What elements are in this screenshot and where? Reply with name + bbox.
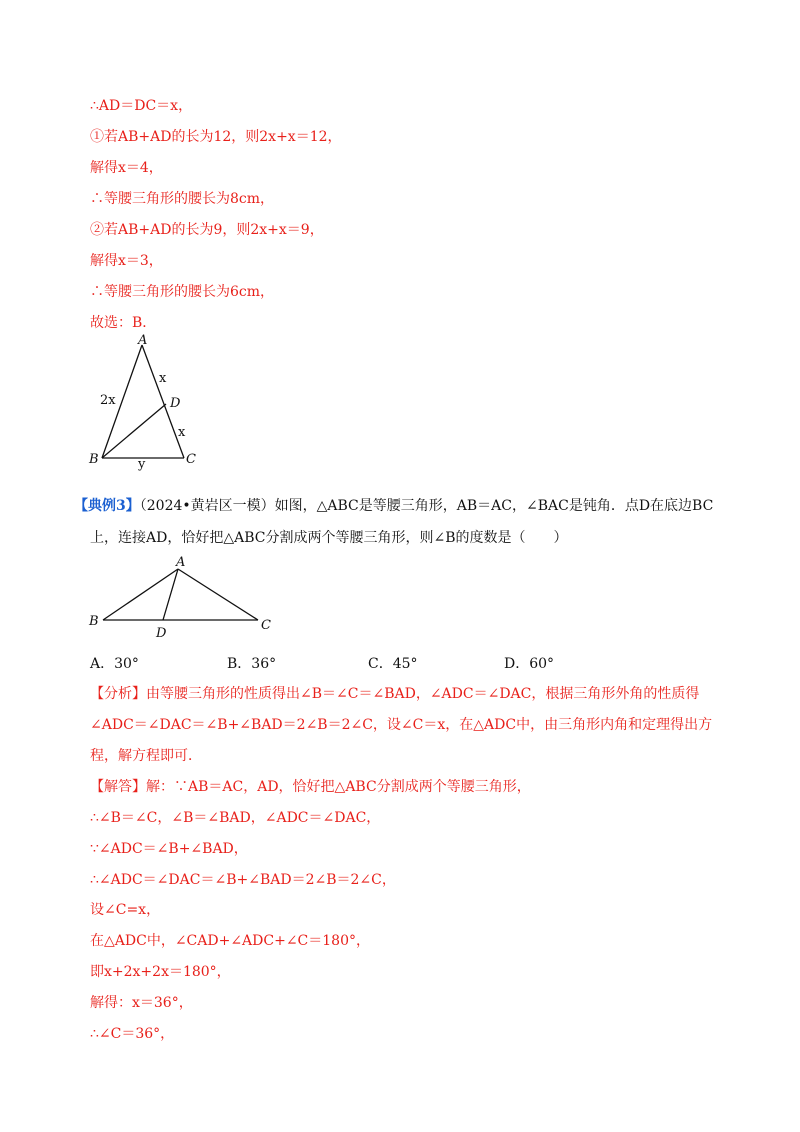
answer-line-3: ∵∠ADC＝∠B+∠BAD， <box>90 841 248 857</box>
label-c: C <box>186 452 196 467</box>
solution-line-2: ①若AB+AD的长为12，则2x+x＝12， <box>90 129 342 145</box>
label-d-2: D <box>156 626 167 641</box>
label-a-2: A <box>176 555 186 570</box>
solution-line-5: ②若AB+AD的长为9，则2x+x＝9， <box>90 222 324 238</box>
example3-question-line-1: （2024•黄岩区一模）如图，△ABC是等腰三角形，AB＝AC，∠BAC是钝角．点D在底边BC <box>139 498 714 514</box>
triangle-figure-1 <box>80 330 220 475</box>
answer-line-9: ∴∠C＝36°， <box>90 1026 175 1042</box>
side-bc-label: y <box>138 457 146 472</box>
option-a[interactable]: A．30° <box>90 656 139 672</box>
side-ad-label: x <box>159 371 167 386</box>
solution-line-8: 故选：B． <box>90 315 157 331</box>
side-ab-label: 2x <box>100 393 116 408</box>
solution-line-1: ∴AD＝DC＝x， <box>90 98 193 114</box>
answer-line-7: 即x+2x+2x＝180°， <box>90 964 231 980</box>
analysis-line-3: 程，解方程即可． <box>90 748 202 764</box>
solution-line-4: ∴等腰三角形的腰长为8cm， <box>90 191 275 207</box>
label-c-2: C <box>261 618 271 633</box>
label-b-2: B <box>89 614 99 629</box>
label-b: B <box>89 452 99 467</box>
analysis-line-2: ∠ADC＝∠DAC＝∠B+∠BAD＝2∠B＝2∠C，设∠C＝x，在△ADC中，由三角形内角和定理得出方 <box>90 717 713 733</box>
triangle-figure-2 <box>86 552 286 642</box>
answer-line-4: ∴∠ADC＝∠DAC＝∠B+∠BAD＝2∠B＝2∠C， <box>90 872 396 888</box>
option-c[interactable]: C．45° <box>368 656 418 672</box>
answer-line-6: 在△ADC中，∠CAD+∠ADC+∠C＝180°， <box>90 933 370 949</box>
answer-line-8: 解得：x＝36°， <box>90 995 193 1011</box>
answer-line-1: 【解答】解：∵AB＝AC，AD，恰好把△ABC分割成两个等腰三角形， <box>90 779 531 795</box>
option-b[interactable]: B．36° <box>227 656 277 672</box>
example-tag: 【典例3】 <box>74 498 140 514</box>
label-a: A <box>138 333 148 348</box>
answer-line-2: ∴∠B＝∠C，∠B＝∠BAD，∠ADC＝∠DAC， <box>90 810 381 826</box>
solution-line-7: ∴等腰三角形的腰长为6cm， <box>90 284 275 300</box>
answer-line-5: 设∠C=x， <box>90 902 161 918</box>
solution-line-3: 解得x＝4， <box>90 160 163 176</box>
label-d: D <box>170 396 181 411</box>
example3-line-1 <box>74 496 713 516</box>
example3-question-line-2: 上，连接AD，恰好把△ABC分割成两个等腰三角形，则∠B的度数是（ ） <box>90 530 568 546</box>
option-d[interactable]: D．60° <box>504 656 555 672</box>
side-dc-label: x <box>178 425 186 440</box>
analysis-line-1: 【分析】由等腰三角形的性质得出∠B＝∠C＝∠BAD，∠ADC＝∠DAC，根据三角形外角的性质得 <box>90 686 700 702</box>
solution-line-6: 解得x＝3， <box>90 253 163 269</box>
